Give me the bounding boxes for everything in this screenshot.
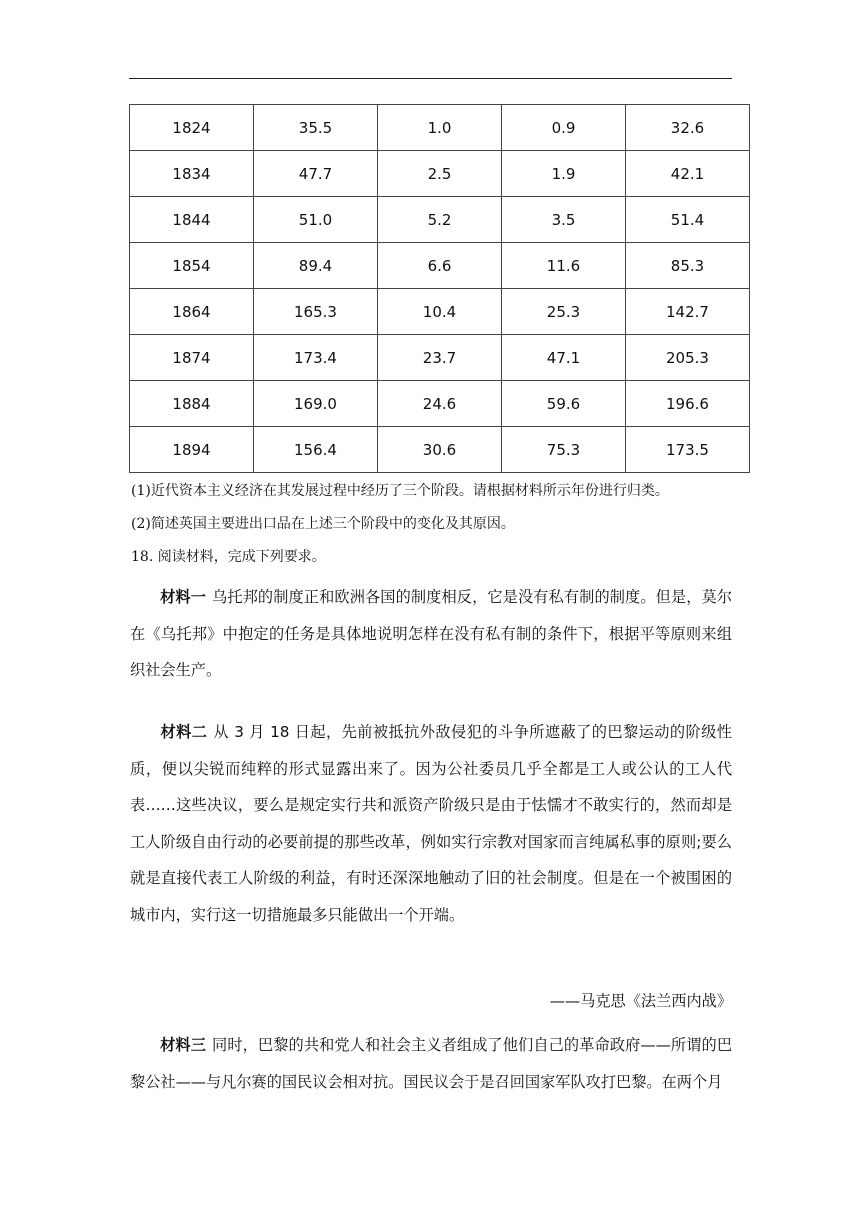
table-row	[130, 335, 750, 381]
table-cell: 1874	[130, 335, 254, 381]
table-cell: 10.4	[378, 289, 502, 335]
table-cell: 1884	[130, 381, 254, 427]
table-cell: 1.9	[502, 151, 626, 197]
table-cell: 165.3	[254, 289, 378, 335]
table-cell: 32.6	[626, 105, 750, 151]
table-row	[130, 151, 750, 197]
material-2-text: 从 3 月 18 日起，先前被抵抗外敌侵犯的斗争所遮蔽了的巴黎运动的阶级性质，便以尖锐而纯粹的形式显露出来了。因为公社委员几乎全都是工人或公认的工人代表……这些决议，要么是规定实行共和派资产阶级只是由于怯懦才不敢实行的，然而却是工人阶级自由行动的必要前提的那些改革，例如实行宗教对国家而言纯属私事的原则;要么就是直接代表工人阶级的利益，有时还深深地触动了旧的社会制度。但是在一个被围困的城市内，实行这一切措施最多只能做出一个开端。	[130, 723, 732, 924]
table-cell: 1864	[130, 289, 254, 335]
table-row	[130, 105, 750, 151]
table-cell: 47.7	[254, 151, 378, 197]
material-1-label: 材料一	[160, 588, 207, 606]
material-3-label: 材料三	[160, 1036, 207, 1054]
question-18-heading: 18. 阅读材料，完成下列要求。	[131, 549, 326, 565]
table-cell: 42.1	[626, 151, 750, 197]
table-cell: 142.7	[626, 289, 750, 335]
table-cell: 11.6	[502, 243, 626, 289]
table-cell: 24.6	[378, 381, 502, 427]
table-cell: 59.6	[502, 381, 626, 427]
table-row	[130, 427, 750, 473]
table-cell: 2.5	[378, 151, 502, 197]
table-cell: 1.0	[378, 105, 502, 151]
table-row	[130, 381, 750, 427]
material-1	[130, 579, 732, 689]
table-cell: 3.5	[502, 197, 626, 243]
table-cell: 196.6	[626, 381, 750, 427]
table-cell: 156.4	[254, 427, 378, 473]
table-cell: 0.9	[502, 105, 626, 151]
material-2-label: 材料二	[160, 723, 208, 741]
table-cell: 205.3	[626, 335, 750, 381]
table-cell: 85.3	[626, 243, 750, 289]
question-2: (2)简述英国主要进出口品在上述三个阶段中的变化及其原因。	[131, 516, 515, 532]
header-rule	[129, 78, 732, 79]
table-row	[130, 243, 750, 289]
material-2	[130, 714, 732, 933]
table-cell: 35.5	[254, 105, 378, 151]
trade-data-table	[129, 104, 750, 473]
table-cell: 173.4	[254, 335, 378, 381]
table-cell: 6.6	[378, 243, 502, 289]
question-1: (1)近代资本主义经济在其发展过程中经历了三个阶段。请根据材料所示年份进行归类。	[131, 483, 669, 499]
table-cell: 23.7	[378, 335, 502, 381]
table-cell: 89.4	[254, 243, 378, 289]
table-cell: 75.3	[502, 427, 626, 473]
table-row	[130, 197, 750, 243]
table-cell: 51.0	[254, 197, 378, 243]
table-cell: 1824	[130, 105, 254, 151]
material-3-text: 同时，巴黎的共和党人和社会主义者组成了他们自己的革命政府——所谓的巴黎公社——与凡尔赛的国民议会相对抗。国民议会于是召回国家军队攻打巴黎。在两个月	[130, 1036, 733, 1091]
material-1-text: 乌托邦的制度正和欧洲各国的制度相反，它是没有私有制的制度。但是，莫尔在《乌托邦》中抱定的任务是具体地说明怎样在没有私有制的条件下，根据平等原则来组织社会生产。	[130, 588, 733, 679]
table-cell: 1844	[130, 197, 254, 243]
table-cell: 1894	[130, 427, 254, 473]
table-cell: 1854	[130, 243, 254, 289]
table-cell: 173.5	[626, 427, 750, 473]
table-cell: 25.3	[502, 289, 626, 335]
table-cell: 1834	[130, 151, 254, 197]
table-row	[130, 289, 750, 335]
material-2-citation: ——马克思《法兰西内战》	[549, 992, 732, 1010]
material-3	[130, 1027, 732, 1100]
table-cell: 169.0	[254, 381, 378, 427]
table-cell: 51.4	[626, 197, 750, 243]
table-cell: 47.1	[502, 335, 626, 381]
table-cell: 30.6	[378, 427, 502, 473]
table-cell: 5.2	[378, 197, 502, 243]
